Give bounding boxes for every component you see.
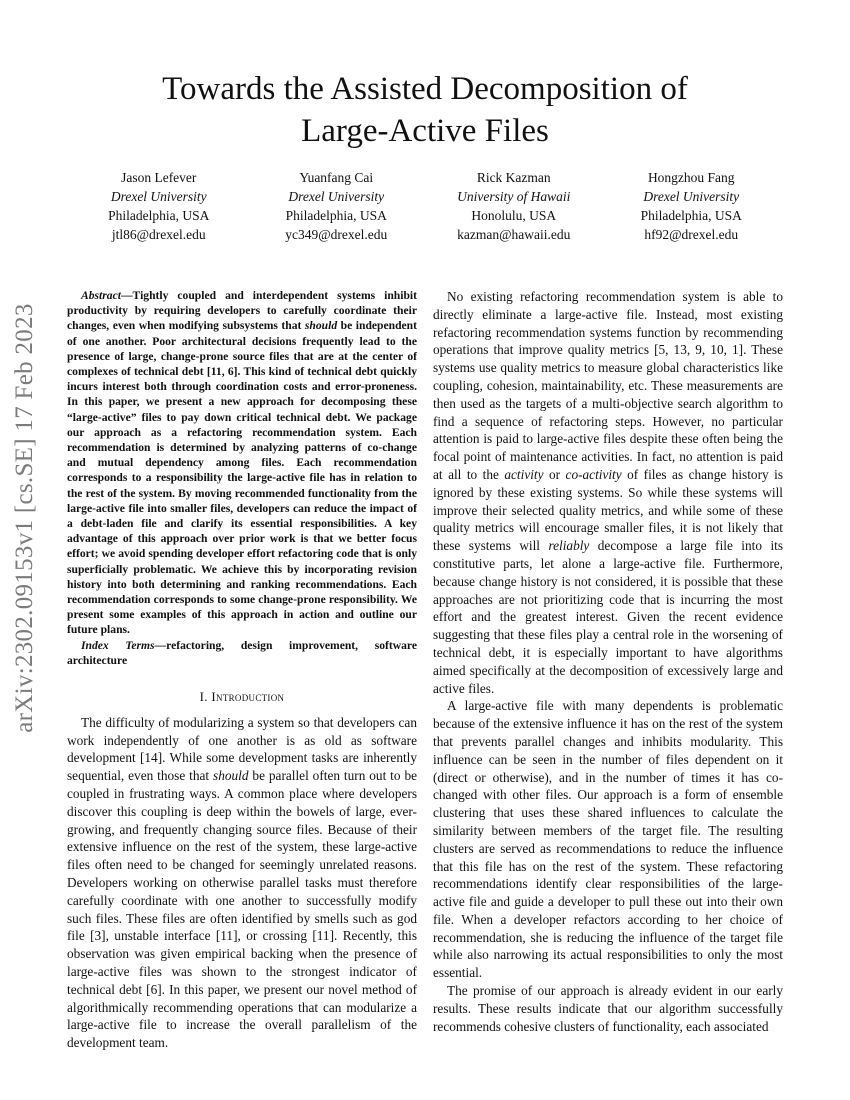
abstract-text-1: —Tightly coupled and interdependent systems inhibit productivity by requiring developers to carefully coordinate their changes, even when modifying subsystems that	[67, 289, 417, 333]
paper-title	[60, 68, 790, 152]
author-affiliation: Drexel University	[288, 189, 385, 204]
author-1	[70, 168, 248, 244]
arxiv-side-identifier	[4, 268, 46, 768]
author-location: Philadelphia, USA	[285, 208, 387, 223]
abstract-label: Abstract	[81, 289, 121, 302]
p1-emphasis-coactivity: co-activity	[565, 466, 622, 482]
author-3	[425, 168, 603, 244]
author-email: yc349@drexel.edu	[285, 227, 388, 242]
intro-text-2: be parallel often turn out to be coupled in frustrating ways. A common place where developers discover this coupling is deep within the bowels of large, ever-growing, and frequently changing source files. Because of their extensive influence on the rest of the system, these large-active files often need to be changed for seemingly unrelated reasons. Developers working on otherwise parallel tasks must therefore carefully coordinate with one another to successfully modify such files. These files are often identified by smells such as god file [3], unstable interface [11], or crossing [11]. Recently, this observation was given empirical backing when the presence of large-active files was shown to the strongest indicator of technical debt [6]. In this paper, we present our novel method of algorithmically recommending operations that can modularize a large-active file to increase the overall parallelism of the development team.	[67, 768, 417, 1051]
author-affiliation: Drexel University	[643, 189, 740, 204]
index-terms-label: Index Terms	[81, 638, 155, 652]
author-name: Yuanfang Cai	[299, 170, 374, 185]
author-email: jtl86@drexel.edu	[111, 227, 206, 242]
section-number: I.	[199, 689, 212, 705]
p1-emphasis-reliably: reliably	[548, 538, 590, 554]
section-title: Introduction	[211, 689, 285, 705]
title-line-2: Large-Active Files	[301, 113, 549, 149]
author-email: kazman@hawaii.edu	[457, 227, 571, 242]
abstract-emphasis: should	[304, 319, 338, 333]
author-location: Philadelphia, USA	[640, 208, 742, 223]
body-paragraph-3: The promise of our approach is already evident in our early results. These results indicate that our algorithm successfully recommends cohesive clusters of functionality, each associated	[433, 983, 783, 1034]
author-location: Honolulu, USA	[471, 208, 557, 223]
abstract	[67, 288, 417, 638]
p1-text-4: decompose a large file into its constitutive parts, let alone a large-active file. Furthermore, because change history is not considered, it is possible that these approaches are not prioritizing code that is incurring the most effort and the greatest interest. Given the recent evidence suggesting that these files play a central role in the worsening of technical debt, it is especially important to have algorithms aimed specifically at the decomposition of excessively large and active files.	[433, 538, 784, 696]
arxiv-identifier-text: arXiv:2302.09153v1 [cs.SE] 17 Feb 2023	[11, 303, 38, 733]
p1-text-1: No existing refactoring recommendation system is able to directly eliminate a large-active file. Instead, most existing refactoring recommendation systems function by recommending operations that improve quality metrics [5, 13, 9, 10, 1]. These systems use quality metrics to measure global characteristics like coupling, cohesion, maintainability, etc. These measurements are then used as the targets of a multi-objective search algorithm to find a sequence of refactoring steps. However, no particular attention is paid to large-active files despite these often being the focal point of maintenance activities. In fact, no attention is paid at all to the	[433, 289, 783, 482]
author-name: Jason Lefever	[121, 170, 197, 185]
author-4	[603, 168, 781, 244]
right-column	[433, 288, 783, 1035]
author-affiliation: University of Hawaii	[457, 189, 571, 204]
abstract-text-2: be independent of one another. Poor architectural decisions frequently lead to the presence of large, change-prone source files that are at the center of complexes of technical debt [11, 6]. This kind of technical debt quickly incurs interest both through coordination costs and error-proneness. In this paper, we present a new approach for decomposing these “large-active” files to pay down critical technical debt. We package our approach as a refactoring recommendation system. Each recommendation is determined by analyzing patterns of co-change and mutual dependency among files. Each recommendation corresponds to a responsibility the large-active file has in relation to the rest of the system. By moving recommended functionality from the large-active file into smaller files, developers can reduce the impact of a debt-laden file and clarify its essential responsibilities. A key advantage of this approach over prior work is that we better focus effort; we avoid spending developer effort refactoring code that is only superficially problematic. We achieve this by incorporating revision history into both determining and ranking recommendations. Each recommendation corresponds to some change-prone responsibility. We present some examples of this approach in action and outline our future plans.	[67, 319, 417, 637]
index-terms	[67, 638, 417, 668]
author-location: Philadelphia, USA	[108, 208, 210, 223]
title-line-1: Towards the Assisted Decomposition of	[162, 71, 688, 107]
author-email: hf92@drexel.edu	[644, 227, 739, 242]
p1-text-3: of files as change history is ignored by these existing systems. So while these systems will improve their selected quality metrics, and while some of these quality metrics will encourage smaller files, it is not likely that these systems will	[433, 466, 783, 554]
author-block	[70, 168, 780, 244]
author-2	[248, 168, 426, 244]
author-name: Hongzhou Fang	[647, 170, 735, 185]
section-heading-introduction	[67, 688, 417, 706]
intro-emphasis: should	[213, 768, 249, 784]
abstract-paragraph	[67, 288, 417, 638]
index-terms-text: —refactoring, design improvement, software architecture	[67, 638, 417, 667]
author-name: Rick Kazman	[476, 170, 551, 185]
body-paragraph-2: A large-active file with many dependents is problematic because of the extensive influence it has on the rest of the system that prevents parallel changes and inhibits modularity. This influence can be seen in the number of files dependent on it (direct or otherwise), and in the number of times it has co-changed with other files. Our approach is a form of ensemble clustering that uses these shared influences to calculate the similarity between members of the target file. The resulting clusters are served as recommendations to reduce the influence that this file has on the rest of the system. These refactoring recommendations identify clear responsibilities of the large-active file and guide a developer to pull these out into their own file. When a developer refactors according to her choice of recommendation, she is reducing the influence of the target file while also narrowing its actual responsibilities to only the most essential.	[433, 698, 783, 981]
p1-emphasis-activity: activity	[504, 466, 544, 482]
body-paragraph-1	[433, 288, 783, 697]
author-affiliation: Drexel University	[110, 189, 207, 204]
left-column	[67, 288, 417, 1052]
intro-paragraph-1	[67, 714, 417, 1052]
p1-text-2: or	[543, 466, 566, 482]
intro-text-1: The difficulty of modularizing a system so that developers can work independently of one another is as old as software development [14]. While some development tasks are inherently sequential, even those that	[67, 714, 417, 784]
